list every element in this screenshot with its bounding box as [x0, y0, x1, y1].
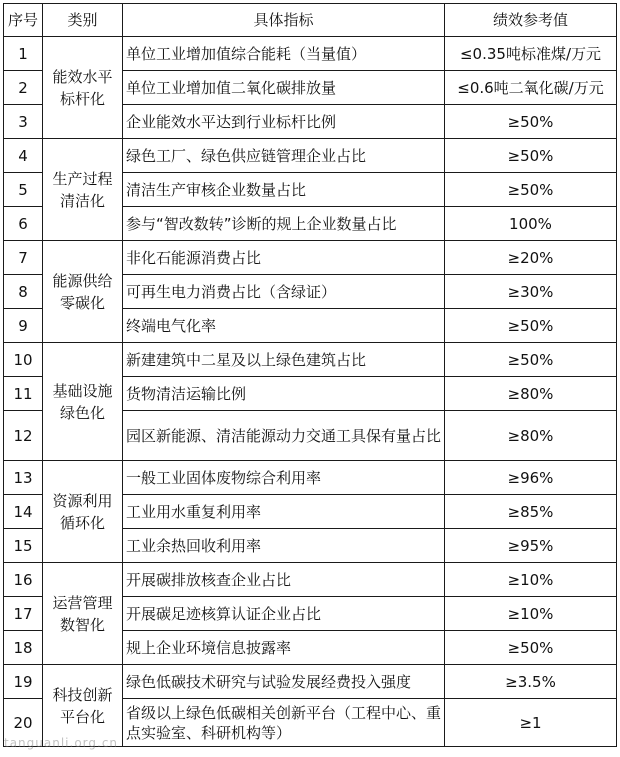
reference-value-cell: ≤0.6吨二氧化碳/万元 — [445, 71, 617, 105]
category-cell: 生产过程清洁化 — [43, 139, 123, 241]
row-number: 14 — [4, 495, 43, 529]
row-number: 11 — [4, 377, 43, 411]
table-row — [4, 37, 617, 71]
row-number: 13 — [4, 461, 43, 495]
row-number: 5 — [4, 173, 43, 207]
indicator-cell: 可再生电力消费占比（含绿证） — [123, 275, 445, 309]
performance-indicator-table — [3, 3, 617, 747]
reference-value-cell: ≥50% — [445, 343, 617, 377]
reference-value-cell: ≥10% — [445, 563, 617, 597]
row-number: 8 — [4, 275, 43, 309]
reference-value-cell: ≥50% — [445, 105, 617, 139]
indicator-cell: 单位工业增加值二氧化碳排放量 — [123, 71, 445, 105]
reference-value-cell: 100% — [445, 207, 617, 241]
table-row — [4, 343, 617, 377]
indicator-cell: 省级以上绿色低碳相关创新平台（工程中心、重点实验室、科研机构等） — [123, 699, 445, 747]
category-cell: 能效水平标杆化 — [43, 37, 123, 139]
reference-value-cell: ≥85% — [445, 495, 617, 529]
indicator-cell: 清洁生产审核企业数量占比 — [123, 173, 445, 207]
table-row — [4, 461, 617, 495]
reference-value-cell: ≥30% — [445, 275, 617, 309]
indicator-cell: 企业能效水平达到行业标杆比例 — [123, 105, 445, 139]
reference-value-cell: ≥50% — [445, 309, 617, 343]
row-number: 17 — [4, 597, 43, 631]
row-number: 20 — [4, 699, 43, 747]
reference-value-cell: ≥50% — [445, 139, 617, 173]
row-number: 4 — [4, 139, 43, 173]
reference-value-cell: ≥80% — [445, 411, 617, 461]
indicator-cell: 工业用水重复利用率 — [123, 495, 445, 529]
indicator-cell: 参与“智改数转”诊断的规上企业数量占比 — [123, 207, 445, 241]
table-row — [4, 665, 617, 699]
header-reference-value: 绩效参考值 — [445, 4, 617, 37]
indicator-cell: 工业余热回收利用率 — [123, 529, 445, 563]
row-number: 9 — [4, 309, 43, 343]
category-cell: 资源利用循环化 — [43, 461, 123, 563]
table-row — [4, 139, 617, 173]
row-number: 2 — [4, 71, 43, 105]
indicator-cell: 终端电气化率 — [123, 309, 445, 343]
row-number: 16 — [4, 563, 43, 597]
indicator-cell: 开展碳足迹核算认证企业占比 — [123, 597, 445, 631]
reference-value-cell: ≥50% — [445, 173, 617, 207]
category-cell: 运营管理数智化 — [43, 563, 123, 665]
reference-value-cell: ≥96% — [445, 461, 617, 495]
reference-value-cell: ≤0.35吨标准煤/万元 — [445, 37, 617, 71]
row-number: 6 — [4, 207, 43, 241]
row-number: 1 — [4, 37, 43, 71]
row-number: 12 — [4, 411, 43, 461]
indicator-cell: 货物清洁运输比例 — [123, 377, 445, 411]
row-number: 3 — [4, 105, 43, 139]
reference-value-cell: ≥1 — [445, 699, 617, 747]
watermark: tanguanli.org.cn — [4, 736, 119, 750]
table-header-row — [4, 4, 617, 37]
indicator-cell: 一般工业固体废物综合利用率 — [123, 461, 445, 495]
indicator-cell: 非化石能源消费占比 — [123, 241, 445, 275]
table-row — [4, 563, 617, 597]
indicator-cell: 园区新能源、清洁能源动力交通工具保有量占比 — [123, 411, 445, 461]
row-number: 7 — [4, 241, 43, 275]
indicator-cell: 单位工业增加值综合能耗（当量值） — [123, 37, 445, 71]
row-number: 18 — [4, 631, 43, 665]
reference-value-cell: ≥50% — [445, 631, 617, 665]
reference-value-cell: ≥10% — [445, 597, 617, 631]
indicator-cell: 新建建筑中二星及以上绿色建筑占比 — [123, 343, 445, 377]
table-row — [4, 241, 617, 275]
category-cell: 基础设施绿色化 — [43, 343, 123, 461]
category-cell: 科技创新平台化 — [43, 665, 123, 747]
row-number: 19 — [4, 665, 43, 699]
indicator-cell: 绿色工厂、绿色供应链管理企业占比 — [123, 139, 445, 173]
reference-value-cell: ≥20% — [445, 241, 617, 275]
indicator-cell: 绿色低碳技术研究与试验发展经费投入强度 — [123, 665, 445, 699]
indicator-cell: 规上企业环境信息披露率 — [123, 631, 445, 665]
reference-value-cell: ≥95% — [445, 529, 617, 563]
category-cell: 能源供给零碳化 — [43, 241, 123, 343]
indicator-cell: 开展碳排放核查企业占比 — [123, 563, 445, 597]
header-indicator: 具体指标 — [123, 4, 445, 37]
header-no: 序号 — [4, 4, 43, 37]
reference-value-cell: ≥3.5% — [445, 665, 617, 699]
row-number: 15 — [4, 529, 43, 563]
row-number: 10 — [4, 343, 43, 377]
reference-value-cell: ≥80% — [445, 377, 617, 411]
header-category: 类别 — [43, 4, 123, 37]
